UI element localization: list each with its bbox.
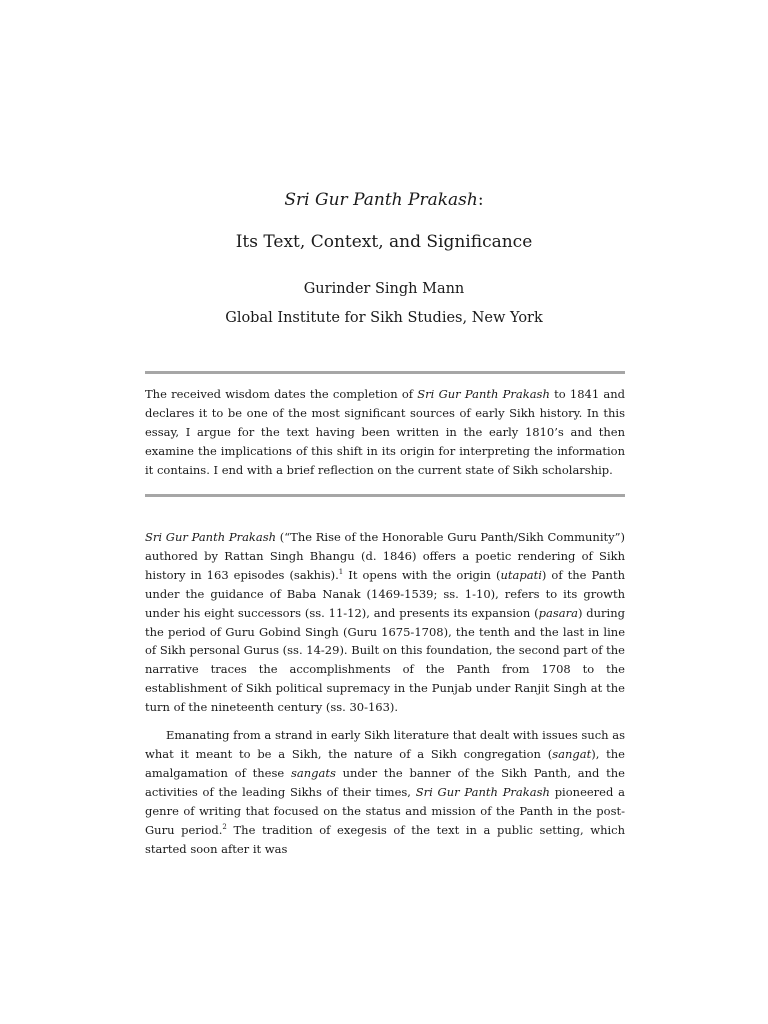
title-block: [0, 188, 768, 254]
author-affiliation: Global Institute for Sikh Studies, New York: [225, 310, 543, 326]
term-sangat: sangat: [552, 746, 592, 761]
p2-title-italic: Sri Gur Panth Prakash: [415, 784, 550, 799]
abstract-bottom-rule: [145, 494, 625, 497]
abstract-text-2: to 1841 and declares it to be one of the most significant sources of early Sikh history. In this essay, I argue for the text having been written in the early 1810’s and then examine the implications of this shift in its origin for interpreting the information it contains. I end with a brief reflection on the current state of Sikh scholarship.: [145, 387, 625, 477]
p1-text-3: ) of the Panth under the guidance of Baba Nanak (1469-1539; ss. 1-10), refers to its growth under his eight successors (ss. 11-12), and presents its expansion (: [145, 567, 625, 620]
title-text-title: Sri Gur Panth Prakash: [284, 190, 478, 210]
author-block: [0, 279, 768, 328]
body-text: [145, 528, 625, 858]
p2-text-1: Emanating from a strand in early Sikh literature that dealt with issues such as what it meant to be a Sikh, the nature of a Sikh congregation (: [145, 728, 625, 761]
p2-text-3: under the banner of the Sikh Panth, and the activities of the leading Sikhs of their times,: [145, 765, 625, 799]
paragraph-2: [145, 726, 625, 858]
p2-text-4: pioneered a genre of writing that focused on the status and mission of the Panth in the post-Guru period.: [145, 784, 625, 837]
p2-text-5: The tradition of exegesis of the text in a public setting, which started soon after it was: [145, 822, 626, 856]
term-sangats: sangats: [290, 765, 336, 780]
title-colon: :: [477, 190, 484, 210]
p1-text-2: It opens with the origin (: [343, 567, 501, 582]
p1-text-1: (“The Rise of the Honorable Guru Panth/Sikh Community”) authored by Rattan Singh Bhangu (d. 1846) offers a poetic rendering of Sikh history in 163 episodes (sakhis).: [145, 530, 625, 582]
abstract-title-italic: Sri Gur Panth Prakash: [417, 387, 550, 401]
abstract-text-1: The received wisdom dates the completion of: [145, 387, 418, 401]
author-name: Gurinder Singh Mann: [303, 281, 465, 297]
paragraph-1: [145, 528, 625, 717]
term-pasara: pasara: [538, 605, 578, 620]
subtitle: Its Text, Context, and Significance: [235, 232, 533, 252]
p1-title-italic: Sri Gur Panth Prakash: [145, 530, 277, 544]
abstract-top-rule: [145, 371, 625, 374]
p1-text-4: ) during the period of Guru Gobind Singh (Guru 1675-1708), the tenth and the last in line of Sikh personal Gurus (ss. 14-29). Built on this foundation, the second part of the narrative traces the accomplishments of the Panth from 1708 to the establishment of Sikh political supremacy in the Punjab under Ranjit Singh at the turn of the nineteenth century (ss. 30-163).: [145, 605, 625, 715]
abstract: [145, 385, 625, 480]
footnote-ref-2[interactable]: 2: [222, 822, 227, 831]
footnote-ref-1[interactable]: 1: [338, 567, 344, 576]
title-line-1: [0, 188, 768, 212]
term-utapati: utapati: [500, 567, 542, 582]
p2-text-2: ), the amalgamation of these: [145, 746, 625, 780]
